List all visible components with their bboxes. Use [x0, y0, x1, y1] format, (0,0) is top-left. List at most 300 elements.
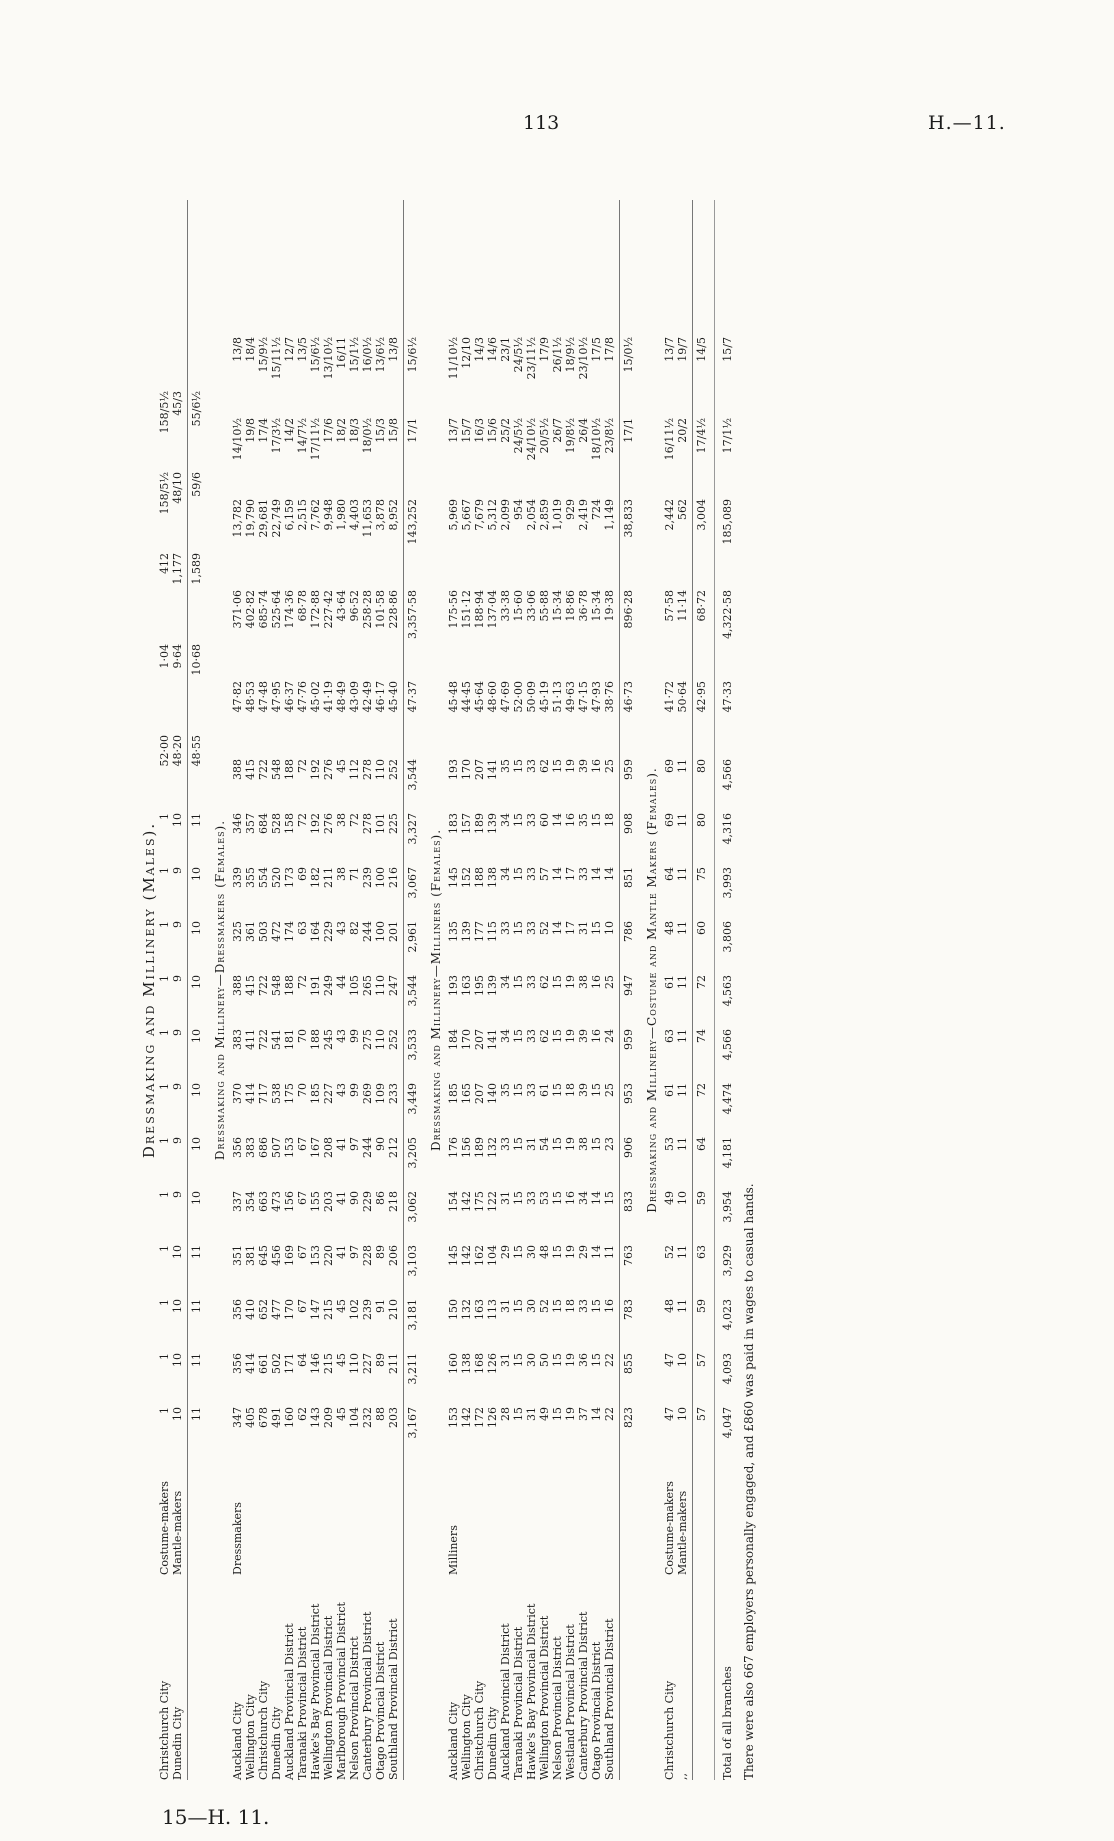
monthly-count: 11	[190, 1245, 203, 1259]
document-code: H.—11.	[928, 112, 1006, 134]
table-row	[309, 200, 322, 1780]
monthly-count: 60	[538, 813, 551, 827]
table-row	[335, 200, 348, 1780]
monthly-count: 141	[486, 1029, 499, 1050]
total-wages: 185,089	[721, 499, 734, 545]
monthly-count: 415	[244, 759, 257, 780]
monthly-count: 19	[564, 1245, 577, 1259]
monthly-count: 45	[335, 759, 348, 773]
monthly-count: 4,181	[721, 1137, 734, 1169]
monthly-count: 90	[374, 1137, 387, 1151]
monthly-count: 851	[622, 867, 635, 888]
monthly-count: 10	[676, 1407, 689, 1421]
monthly-count: 10	[171, 1245, 184, 1259]
average-hours: 42·95	[695, 681, 708, 713]
monthly-count: 15	[551, 1191, 564, 1205]
monthly-count: 11	[190, 1407, 203, 1421]
monthly-count: 11	[676, 813, 689, 827]
monthly-count: 38	[335, 867, 348, 881]
weekly-wage: 371·06	[231, 590, 244, 629]
monthly-count: 225	[387, 813, 400, 834]
monthly-count: 191	[309, 975, 322, 996]
monthly-count: 15	[512, 921, 525, 935]
monthly-count: 29	[577, 1245, 590, 1259]
average-hours: 42·49	[361, 681, 374, 713]
monthly-count: 101	[374, 813, 387, 834]
monthly-count: 10	[171, 1407, 184, 1421]
average-wage: 15/7	[460, 418, 473, 443]
monthly-count: 31	[499, 1191, 512, 1205]
average-hours: 47·48	[257, 681, 270, 713]
monthly-count: 15	[512, 975, 525, 989]
monthly-count: 31	[577, 921, 590, 935]
monthly-count: 15	[512, 1191, 525, 1205]
monthly-count: 74	[695, 1029, 708, 1043]
weekly-wage: 4,322·58	[721, 590, 734, 639]
total-wages: 412	[158, 553, 171, 574]
monthly-count: 541	[270, 1029, 283, 1050]
monthly-count: 3,533	[406, 1029, 419, 1061]
monthly-count: 142	[460, 1245, 473, 1266]
monthly-count: 25	[603, 975, 616, 989]
monthly-count: 48	[538, 1245, 551, 1259]
monthly-count: 104	[486, 1245, 499, 1266]
monthly-count: 33	[525, 921, 538, 935]
milliners-section	[447, 200, 635, 1780]
district-name: Auckland Provincial District	[499, 1623, 512, 1780]
monthly-count: 228	[361, 1245, 374, 1266]
monthly-count: 170	[460, 1029, 473, 1050]
average-hours: 48·55	[190, 735, 203, 767]
monthly-count: 16	[564, 1191, 577, 1205]
average-wage: 18/0½	[361, 418, 374, 454]
monthly-count: 110	[374, 975, 387, 996]
monthly-count: 208	[322, 1137, 335, 1158]
table-row	[473, 200, 486, 1780]
table-row	[158, 200, 171, 1780]
average-wage-all: 12/7	[283, 337, 296, 362]
monthly-count: 67	[296, 1137, 309, 1151]
total-wages: 5,969	[447, 499, 460, 531]
monthly-count: 99	[348, 1029, 361, 1043]
monthly-count: 276	[322, 759, 335, 780]
average-wage: 18/2	[335, 418, 348, 443]
monthly-count: 177	[473, 921, 486, 942]
monthly-count: 48	[663, 921, 676, 935]
monthly-count: 207	[473, 759, 486, 780]
district-name: Southland Provincial District	[387, 1618, 400, 1780]
weekly-wage: 525·64	[270, 590, 283, 629]
monthly-count: 10	[676, 1191, 689, 1205]
monthly-count: 239	[361, 867, 374, 888]
total-wages: 143,252	[406, 499, 419, 545]
table-row	[692, 200, 708, 1780]
table-row	[603, 200, 616, 1780]
monthly-count: 24	[603, 1029, 616, 1043]
monthly-count: 64	[663, 867, 676, 881]
district-name: Hawke's Bay Provincial District	[309, 1603, 322, 1780]
monthly-count: 189	[473, 813, 486, 834]
weekly-wage: 175·56	[447, 590, 460, 629]
monthly-count: 33	[525, 1029, 538, 1043]
monthly-count: 132	[486, 1137, 499, 1158]
monthly-count: 57	[538, 867, 551, 881]
total-wages: 724	[590, 499, 603, 520]
district-name: Marlborough Provincial District	[335, 1602, 348, 1780]
monthly-count: 64	[695, 1137, 708, 1151]
table-row	[619, 200, 635, 1780]
monthly-count: 63	[695, 1245, 708, 1259]
total-wages: 1,177	[171, 553, 184, 585]
weekly-wage: 18·86	[564, 590, 577, 622]
monthly-count: 132	[460, 1299, 473, 1320]
monthly-count: 554	[257, 867, 270, 888]
average-wage-all: 14/3	[473, 337, 486, 362]
total-wages: 3,878	[374, 499, 387, 531]
monthly-count: 33	[525, 813, 538, 827]
monthly-count: 52	[538, 921, 551, 935]
table-row	[387, 200, 400, 1780]
monthly-count: 30	[525, 1353, 538, 1367]
district-name: Otago Provincial District	[590, 1641, 603, 1780]
monthly-count: 185	[447, 1083, 460, 1104]
monthly-count: 126	[486, 1407, 499, 1428]
monthly-count: 663	[257, 1191, 270, 1212]
monthly-count: 72	[348, 813, 361, 827]
monthly-count: 1	[158, 1191, 171, 1198]
monthly-count: 52	[663, 1245, 676, 1259]
weekly-wage: 33·06	[525, 590, 538, 622]
monthly-count: 188	[473, 867, 486, 888]
weekly-wage: 174·36	[283, 590, 296, 629]
monthly-count: 361	[244, 921, 257, 942]
average-wage-all: 13/8	[231, 337, 244, 362]
average-wage: 17/1	[406, 418, 419, 443]
monthly-count: 201	[387, 921, 400, 942]
monthly-count: 33	[577, 1299, 590, 1313]
monthly-count: 15	[512, 1083, 525, 1097]
monthly-count: 3,181	[406, 1299, 419, 1331]
average-hours: 51·13	[551, 681, 564, 713]
district-name: Dunedin City	[270, 1706, 283, 1780]
monthly-count: 67	[296, 1299, 309, 1313]
average-wage: 26/4	[577, 418, 590, 443]
monthly-count: 54	[538, 1137, 551, 1151]
monthly-count: 173	[283, 867, 296, 888]
average-wage: 13/7	[447, 418, 460, 443]
monthly-count: 89	[374, 1353, 387, 1367]
table-row	[348, 200, 361, 1780]
average-wage: 48/10	[171, 472, 184, 504]
monthly-count: 11	[190, 813, 203, 827]
monthly-count: 10	[190, 1137, 203, 1151]
monthly-count: 16	[590, 975, 603, 989]
district-name: Westland Provincial District	[564, 1624, 577, 1780]
average-wage-all: 15/6½	[406, 337, 419, 373]
monthly-count: 34	[499, 975, 512, 989]
monthly-count: 203	[387, 1407, 400, 1428]
total-wages: 9,948	[322, 499, 335, 531]
weekly-wage: 15·60	[512, 590, 525, 622]
monthly-count: 153	[309, 1245, 322, 1266]
average-wage-all: 19/7	[676, 337, 689, 362]
monthly-count: 62	[538, 759, 551, 773]
monthly-count: 63	[296, 921, 309, 935]
average-wage-all: 15/0½	[622, 337, 635, 373]
monthly-count: 356	[231, 1299, 244, 1320]
total-wages: 13,782	[231, 499, 244, 538]
monthly-count: 414	[244, 1353, 257, 1374]
weekly-wage: 402·82	[244, 590, 257, 629]
weekly-wage: 101·58	[374, 590, 387, 629]
weekly-wage: 68·78	[296, 590, 309, 622]
average-hours: 46·37	[283, 681, 296, 713]
monthly-count: 717	[257, 1083, 270, 1104]
monthly-count: 346	[231, 813, 244, 834]
total-wages: 562	[676, 499, 689, 520]
monthly-count: 17	[564, 867, 577, 881]
monthly-count: 181	[283, 1029, 296, 1050]
monthly-count: 1	[158, 1353, 171, 1360]
monthly-count: 339	[231, 867, 244, 888]
district-name: Auckland City	[447, 1701, 460, 1780]
monthly-count: 192	[309, 759, 322, 780]
monthly-count: 10	[190, 975, 203, 989]
average-wage: 23/8½	[603, 418, 616, 454]
occupation-name: Costume-makers	[158, 1481, 171, 1575]
monthly-count: 1	[158, 1083, 171, 1090]
table-row	[460, 200, 473, 1780]
average-hours: 45·48	[447, 681, 460, 713]
monthly-count: 19	[564, 975, 577, 989]
average-hours: 45·02	[309, 681, 322, 713]
monthly-count: 29	[499, 1245, 512, 1259]
table-row	[512, 200, 525, 1780]
weekly-wage: 15·34	[590, 590, 603, 622]
monthly-count: 456	[270, 1245, 283, 1266]
monthly-count: 1	[158, 1245, 171, 1252]
monthly-count: 4,566	[721, 1029, 734, 1061]
monthly-count: 30	[525, 1299, 538, 1313]
total-wages: 1,149	[603, 499, 616, 531]
monthly-count: 3,929	[721, 1245, 734, 1277]
monthly-count: 25	[603, 1083, 616, 1097]
monthly-count: 59	[695, 1299, 708, 1313]
monthly-count: 110	[374, 1029, 387, 1050]
monthly-count: 18	[564, 1299, 577, 1313]
monthly-count: 10	[171, 1299, 184, 1313]
average-hours: 43·09	[348, 681, 361, 713]
total-wages: 19,790	[244, 499, 257, 538]
table-row	[447, 200, 460, 1780]
monthly-count: 22	[603, 1407, 616, 1421]
monthly-count: 1	[158, 1299, 171, 1306]
monthly-count: 15	[551, 1029, 564, 1043]
monthly-count: 67	[296, 1245, 309, 1259]
average-wage-all: 18/9½	[564, 337, 577, 373]
monthly-count: 57	[695, 1353, 708, 1367]
monthly-count: 170	[283, 1299, 296, 1320]
monthly-count: 86	[374, 1191, 387, 1205]
average-hours: 47·15	[577, 681, 590, 713]
occupation-name: Dressmakers	[231, 1502, 244, 1575]
monthly-count: 18	[603, 813, 616, 827]
total-wages: 954	[512, 499, 525, 520]
monthly-count: 275	[361, 1029, 374, 1050]
page-number: 113	[523, 112, 560, 134]
monthly-count: 62	[538, 975, 551, 989]
average-wage: 17/1½	[721, 418, 734, 454]
monthly-count: 47	[663, 1353, 676, 1367]
monthly-count: 89	[374, 1245, 387, 1259]
monthly-count: 39	[577, 759, 590, 773]
monthly-count: 122	[486, 1191, 499, 1212]
average-wage: 20/5½	[538, 418, 551, 454]
monthly-count: 15	[512, 1245, 525, 1259]
milliners-section-title: Dressmaking and Millinery—Milliners (Females).	[429, 828, 443, 1152]
monthly-count: 405	[244, 1407, 257, 1428]
monthly-count: 722	[257, 975, 270, 996]
monthly-count: 10	[190, 1029, 203, 1043]
monthly-count: 215	[322, 1353, 335, 1374]
average-wage-all: 14/6	[486, 337, 499, 362]
monthly-count: 15	[551, 1083, 564, 1097]
table-row	[171, 200, 184, 1780]
table-row	[486, 200, 499, 1780]
monthly-count: 113	[486, 1299, 499, 1320]
monthly-count: 1	[158, 1407, 171, 1414]
monthly-count: 245	[322, 1029, 335, 1050]
weekly-wage: 33·38	[499, 590, 512, 622]
monthly-count: 69	[296, 867, 309, 881]
total-wages: 3,004	[695, 499, 708, 531]
monthly-count: 146	[309, 1353, 322, 1374]
monthly-count: 175	[473, 1191, 486, 1212]
monthly-count: 15	[603, 1191, 616, 1205]
monthly-count: 43	[335, 1083, 348, 1097]
average-wage-all: 15/9½	[257, 337, 270, 373]
total-wages: 8,952	[387, 499, 400, 531]
district-name: Otago Provincial District	[374, 1641, 387, 1780]
total-wages: 1,980	[335, 499, 348, 531]
weekly-wage: 43·64	[335, 590, 348, 622]
monthly-count: 388	[231, 759, 244, 780]
monthly-count: 211	[387, 1353, 400, 1374]
monthly-count: 356	[231, 1353, 244, 1374]
average-wage-all: 55/6½	[190, 391, 203, 427]
monthly-count: 34	[499, 1029, 512, 1043]
monthly-count: 39	[577, 1083, 590, 1097]
monthly-count: 15	[512, 1353, 525, 1367]
monthly-count: 31	[525, 1137, 538, 1151]
average-wage-all: 17/8	[603, 337, 616, 362]
average-hours: 50·64	[676, 681, 689, 713]
monthly-count: 763	[622, 1245, 635, 1266]
monthly-count: 472	[270, 921, 283, 942]
monthly-count: 1	[158, 975, 171, 982]
monthly-count: 115	[486, 921, 499, 942]
monthly-count: 215	[322, 1299, 335, 1320]
average-hours: 45·19	[538, 681, 551, 713]
monthly-count: 227	[361, 1353, 374, 1374]
monthly-count: 491	[270, 1407, 283, 1428]
monthly-count: 72	[296, 759, 309, 773]
monthly-count: 218	[387, 1191, 400, 1212]
monthly-count: 3,449	[406, 1083, 419, 1115]
total-wages: 29,681	[257, 499, 270, 538]
weekly-wage: 11·14	[676, 590, 689, 622]
average-wage: 18/3	[348, 418, 361, 443]
monthly-count: 229	[361, 1191, 374, 1212]
monthly-count: 69	[663, 759, 676, 773]
monthly-count: 3,167	[406, 1407, 419, 1439]
monthly-count: 686	[257, 1137, 270, 1158]
monthly-count: 34	[499, 813, 512, 827]
monthly-count: 10	[676, 1353, 689, 1367]
monthly-count: 9	[171, 1029, 184, 1036]
monthly-count: 145	[447, 1245, 460, 1266]
monthly-count: 80	[695, 759, 708, 773]
weekly-wage: 68·72	[695, 590, 708, 622]
district-name: Christchurch City	[663, 1680, 676, 1780]
monthly-count: 325	[231, 921, 244, 942]
monthly-count: 947	[622, 975, 635, 996]
monthly-count: 169	[283, 1245, 296, 1266]
monthly-count: 105	[348, 975, 361, 996]
average-wage: 16/11½	[663, 418, 676, 461]
monthly-count: 855	[622, 1353, 635, 1374]
table-title: Dressmaking and Millinery (Males).	[140, 821, 158, 1159]
monthly-count: 34	[499, 867, 512, 881]
monthly-count: 75	[695, 867, 708, 881]
monthly-count: 661	[257, 1353, 270, 1374]
monthly-count: 62	[296, 1407, 309, 1421]
monthly-count: 354	[244, 1191, 257, 1212]
monthly-count: 14	[590, 1245, 603, 1259]
district-name: Christchurch City	[257, 1680, 270, 1780]
monthly-count: 145	[447, 867, 460, 888]
monthly-count: 53	[663, 1137, 676, 1151]
monthly-count: 38	[577, 975, 590, 989]
monthly-count: 3,327	[406, 813, 419, 845]
monthly-count: 184	[447, 1029, 460, 1050]
monthly-count: 4,093	[721, 1353, 734, 1385]
monthly-count: 15	[551, 1245, 564, 1259]
monthly-count: 192	[309, 813, 322, 834]
monthly-count: 244	[361, 921, 374, 942]
monthly-count: 16	[590, 1029, 603, 1043]
average-wage-all: 16/0½	[361, 337, 374, 373]
monthly-count: 70	[296, 1029, 309, 1043]
monthly-count: 3,544	[406, 759, 419, 791]
monthly-count: 212	[387, 1137, 400, 1158]
average-hours: 48·49	[335, 681, 348, 713]
monthly-count: 10	[190, 1083, 203, 1097]
monthly-count: 195	[473, 975, 486, 996]
monthly-count: 43	[335, 1029, 348, 1043]
monthly-count: 232	[361, 1407, 374, 1428]
average-wage: 17/1	[622, 418, 635, 443]
total-wages: 5,667	[460, 499, 473, 531]
monthly-count: 33	[577, 867, 590, 881]
average-wage: 15/6	[486, 418, 499, 443]
monthly-count: 164	[309, 921, 322, 942]
total-wages: 1,019	[551, 499, 564, 531]
monthly-count: 520	[270, 867, 283, 888]
monthly-count: 33	[525, 867, 538, 881]
monthly-count: 162	[473, 1245, 486, 1266]
average-hours: 50·09	[525, 681, 538, 713]
